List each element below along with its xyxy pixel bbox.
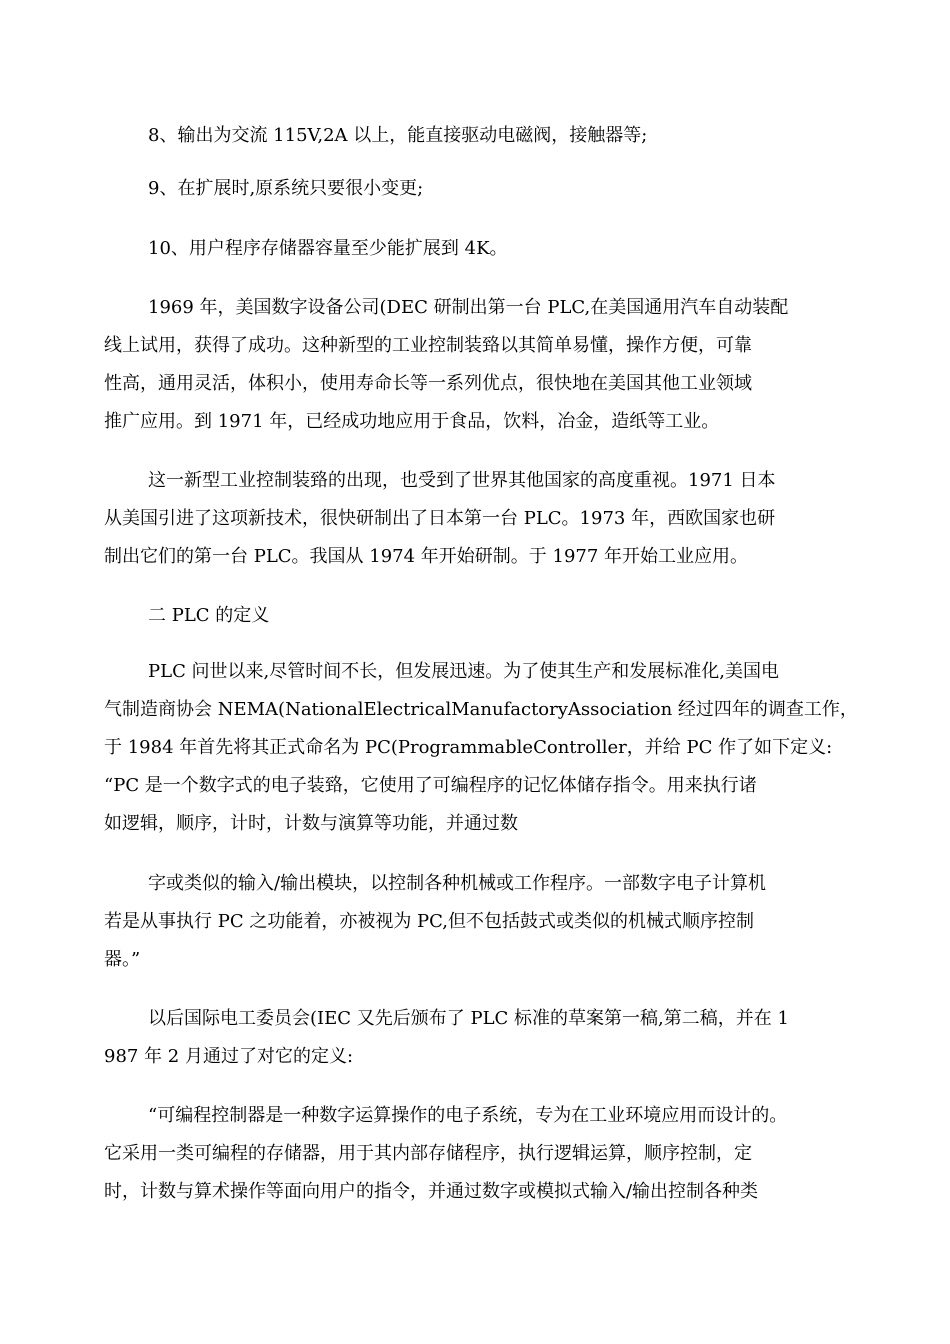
paragraph-nema-cont-line: 器。”	[104, 949, 141, 970]
list-item-9: 9、在扩展时,原系统只要很小变更;	[148, 178, 424, 199]
paragraph-definition-line: 时，计数与算术操作等面向用户的指令，并通过数字或模拟式输入/输出控制各种类	[104, 1181, 759, 1202]
paragraph-1969-line: 推广应用。到 1971 年，已经成功地应用于食品，饮料，冶金，造纸等工业。	[104, 411, 720, 432]
paragraph-1969-line: 1969 年，美国数字设备公司(DEC 研制出第一台 PLC,在美国通用汽车自动装配	[148, 297, 789, 318]
paragraph-spread-line: 这一新型工业控制装臵的出现，也受到了世界其他国家的高度重视。1971 日本	[148, 470, 776, 491]
section-heading: 二 PLC 的定义	[148, 605, 270, 626]
paragraph-1969-line: 性高，通用灵活，体积小，使用寿命长等一系列优点，很快地在美国其他工业领域	[104, 373, 752, 394]
paragraph-iec-line: 以后国际电工委员会(IEC 又先后颁布了 PLC 标准的草案第一稿,第二稿，并在 1	[148, 1008, 789, 1029]
paragraph-nema-cont-line: 字或类似的输入/输出模块，以控制各种机械或工作程序。一部数字电子计算机	[148, 873, 767, 894]
paragraph-spread-line: 从美国引进了这项新技术，很快研制出了日本第一台 PLC。1973 年，西欧国家也研	[104, 508, 776, 529]
paragraph-nema-cont-line: 若是从事执行 PC 之功能着，亦被视为 PC,但不包括鼓式或类似的机械式顺序控制	[104, 911, 755, 932]
paragraph-nema-line: 气制造商协会 NEMA(NationalElectricalManufactoryAssociation 经过四年的调查工作，	[104, 699, 858, 720]
paragraph-1969-line: 线上试用，获得了成功。这种新型的工业控制装臵以其简单易懂，操作方便，可靠	[104, 335, 752, 356]
paragraph-spread-line: 制出它们的第一台 PLC。我国从 1974 年开始研制。于 1977 年开始工业应用。	[104, 546, 749, 567]
paragraph-nema-line: “PC 是一个数字式的电子装臵，它使用了可编程序的记忆体储存指令。用来执行诸	[104, 775, 757, 796]
paragraph-definition-line: “可编程控制器是一种数字运算操作的电子系统，专为在工业环境应用而设计的。	[148, 1105, 788, 1126]
paragraph-nema-line: PLC 问世以来,尽管时间不长，但发展迅速。为了使其生产和发展标准化,美国电	[148, 661, 779, 682]
paragraph-iec-line: 987 年 2 月通过了对它的定义:	[104, 1046, 354, 1067]
paragraph-nema-line: 如逻辑，顺序，计时，计数与演算等功能，并通过数	[104, 813, 518, 834]
list-item-10: 10、用户程序存储器容量至少能扩展到 4K。	[148, 238, 508, 259]
paragraph-definition-line: 它采用一类可编程的存储器，用于其内部存储程序，执行逻辑运算，顺序控制，定	[104, 1143, 752, 1164]
list-item-8: 8、输出为交流 115V,2A 以上，能直接驱动电磁阀，接触器等;	[148, 125, 648, 146]
paragraph-nema-line: 于 1984 年首先将其正式命名为 PC(ProgrammableController，并给 PC 作了如下定义:	[104, 737, 833, 758]
